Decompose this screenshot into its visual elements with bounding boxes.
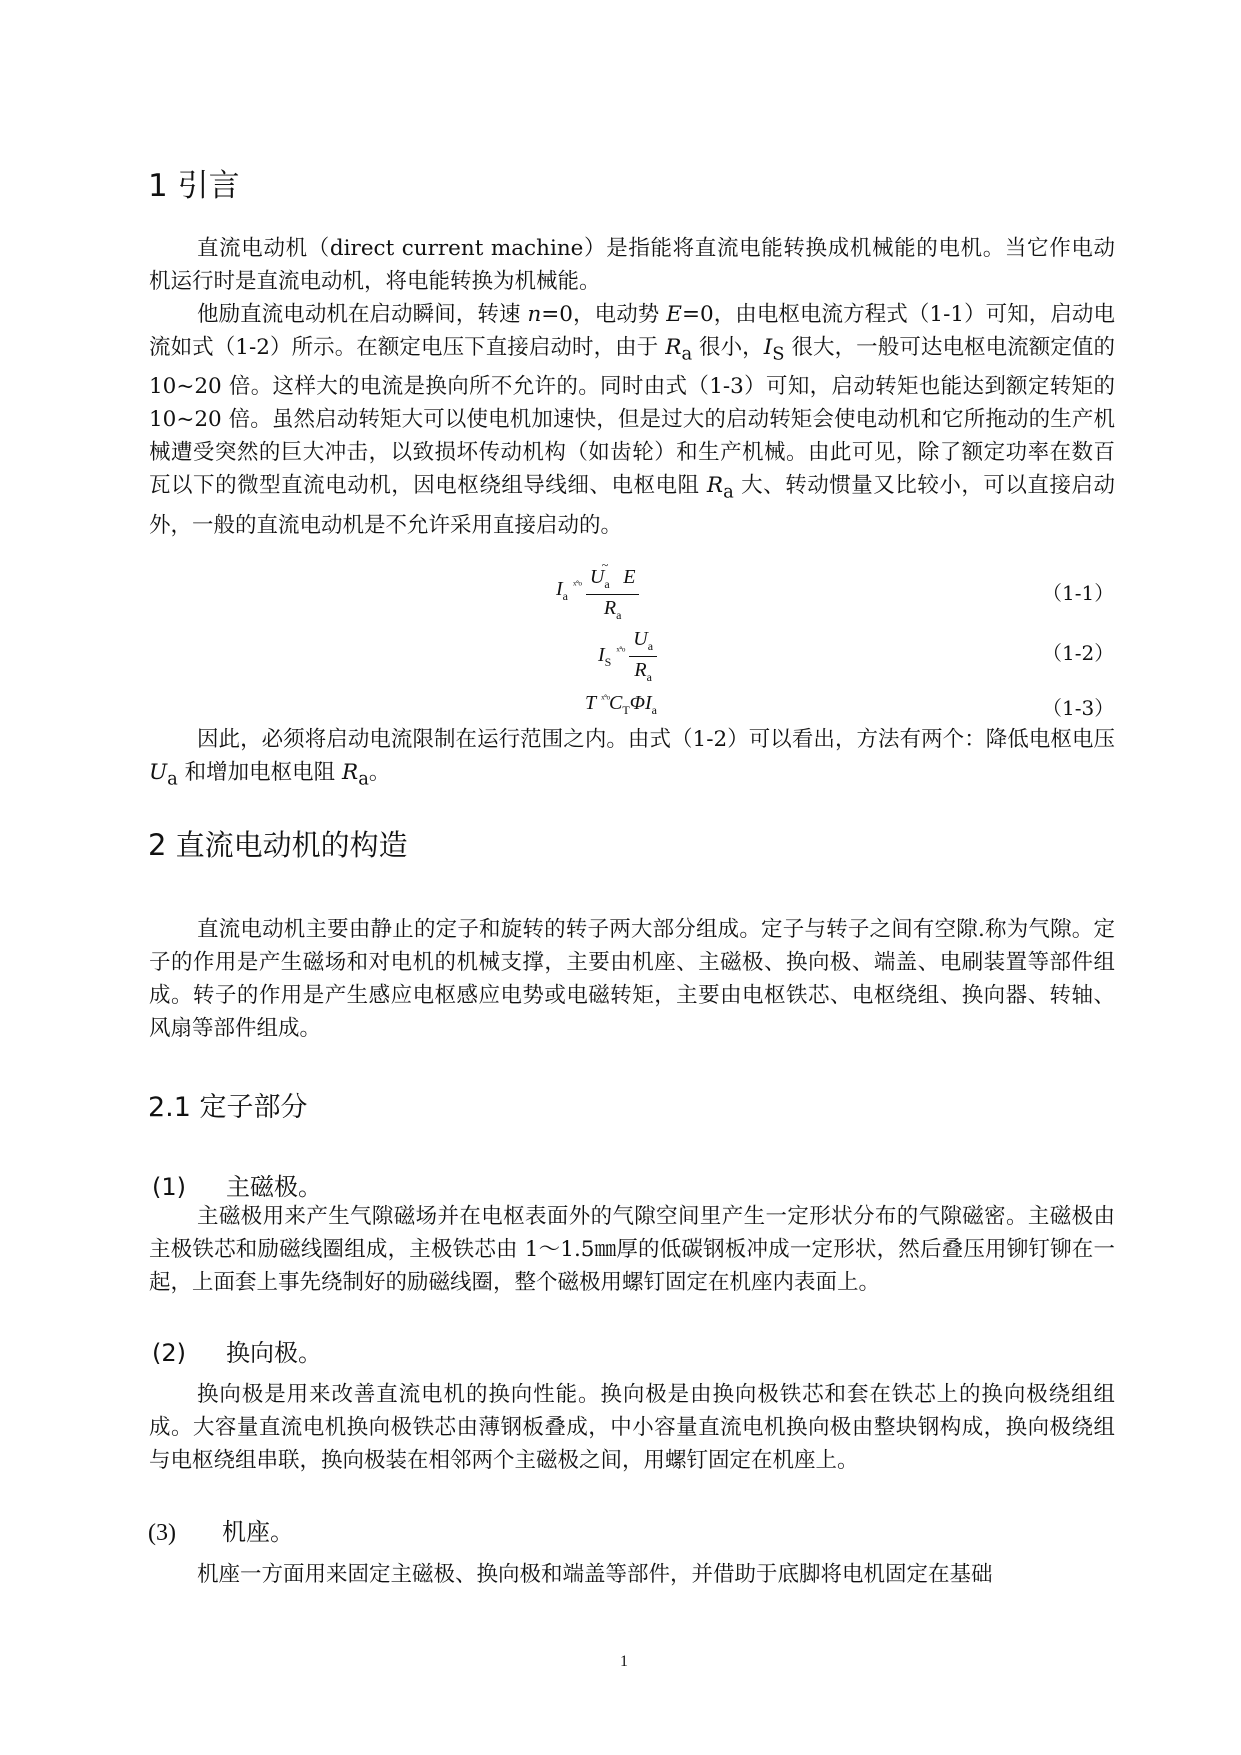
var-E: E — [666, 302, 682, 327]
paragraph-main-pole — [149, 1200, 1115, 1299]
var-R: R — [665, 335, 682, 360]
paragraph-limit — [149, 723, 1115, 795]
eq-lhs: I — [598, 644, 605, 667]
eq-lhs-sub: a — [562, 589, 568, 604]
eq-var-U: U — [633, 628, 648, 650]
paragraph-commutating-pole — [149, 1378, 1115, 1477]
equation-1-1 — [556, 558, 639, 623]
paragraph-structure — [149, 913, 1115, 1045]
eq-var-C-sub: T — [622, 703, 630, 717]
text-run: 很小， — [692, 335, 764, 360]
paragraph-frame-text: 机座一方面用来固定主磁极、换向极和端盖等部件，并借助于底脚将电机固定在基础 — [197, 1562, 993, 1587]
eq-numerator — [586, 558, 640, 595]
text-run: =0，由电枢电流方程式（1-1）可知，启动电流如式（1-2）所示。在额定电压下直接启动时，由于 — [149, 302, 1116, 360]
equation-number-1-3: （1-3） — [1042, 696, 1115, 720]
page-number: 1 — [620, 1653, 628, 1670]
list-item-number: (2) — [152, 1339, 186, 1367]
var-I: I — [763, 335, 773, 360]
section-2-heading: 2 直流电动机的构造 — [148, 828, 408, 862]
section-1-heading: 1 引言 — [148, 168, 240, 204]
eq-var-C: C — [609, 692, 623, 714]
text-run: 很大，一般可达电枢电流额定值的 10~20 倍。这样大的电流是换向所不允许的。同时由式（1-3）可知，启动转矩也能达到额定转矩的 10~20 倍。虽然启动转矩大可以使电机加速快，但是过大的启动转矩会使电动机和它所拖动的生产机械遭受突然的巨大冲击，以致损坏传动机构（如齿轮）和生产机械。由此可见，除了额定功率在数百瓦以下的微型直流电动机，因电枢绕组导线细、电枢电阻 — [149, 335, 1115, 499]
list-item-frame — [148, 1512, 294, 1547]
text-run: =0，电动势 — [541, 302, 667, 327]
eq-var-R: R — [603, 597, 617, 619]
list-item-label: 主磁极。 — [226, 1173, 322, 1201]
var-R-sub: a — [723, 481, 734, 503]
eq-fraction — [586, 558, 640, 623]
section-2-1-heading: 2.1 定子部分 — [148, 1092, 308, 1123]
equation-number-1-2: （1-2） — [1042, 641, 1115, 665]
eq-denominator — [586, 595, 640, 623]
eq-lhs: T — [585, 692, 597, 714]
text-run: 他励直流电动机在启动瞬间，转速 — [197, 302, 528, 327]
var-U: U — [149, 760, 168, 785]
equation-1-2 — [598, 628, 657, 685]
equation-1-3 — [585, 692, 657, 718]
list-item-commutating-pole — [152, 1333, 322, 1368]
list-item-number: (3) — [148, 1520, 176, 1546]
list-item-label: 换向极。 — [226, 1339, 322, 1367]
eq-numerator — [629, 628, 657, 657]
text-run: 大、转动惯量又比较小，可以直接启动外，一般的直流电动机是不允许采用直接启动的。 — [149, 473, 1115, 538]
paragraph-frame — [149, 1558, 1115, 1591]
eq-tilde: ~ — [601, 558, 609, 572]
paragraph-startup — [149, 298, 1115, 542]
eq-var-U-sub: a — [647, 639, 654, 653]
var-n: n — [527, 302, 542, 327]
paragraph-intro — [149, 232, 1115, 298]
var-I-sub: S — [772, 343, 785, 365]
paragraph-intro-text: 直流电动机（direct current machine）是指能将直流电能转换成机械能的电机。当它作电动机运行时是直流电动机，将电能转换为机械能。 — [149, 236, 1115, 294]
list-item-label: 机座。 — [222, 1518, 294, 1546]
var-U-sub: a — [167, 768, 178, 790]
eq-var-E: E — [623, 566, 636, 588]
paragraph-commutating-pole-text: 换向极是用来改善直流电机的换向性能。换向极是由换向极铁芯和套在铁芯上的换向极绕组组成。大容量直流电机换向极铁芯由薄钢板叠成，中小容量直流电机换向极由整块钢构成，换向极绕组与电枢绕组串联，换向极装在相邻两个主磁极之间，用螺钉固定在机座上。 — [149, 1382, 1115, 1473]
text-run: 和增加电枢电阻 — [177, 760, 342, 785]
paragraph-main-pole-text: 主磁极用来产生气隙磁场并在电枢表面外的气隙空间里产生一定形状分布的气隙磁密。主磁极由主极铁芯和励磁线圈组成，主极铁芯由 1～1.5㎜厚的低碳钢板冲成一定形状，然后叠压用铆钉铆在一起，上面套上事先绕制好的励磁线圈，整个磁极用螺钉固定在机座内表面上。 — [149, 1204, 1115, 1295]
eq-symbol: ˣ˚ᵒ — [616, 644, 625, 659]
paragraph-structure-text: 直流电动机主要由静止的定子和旋转的转子两大部分组成。定子与转子之间有空隙.称为气隙。定子的作用是产生磁场和对电机的机械支撑，主要由机座、主磁极、换向极、端盖、电刷装置等部件组成。转子的作用是产生感应电枢感应电势或电磁转矩，主要由电枢铁芯、电枢绕组、换向器、转轴、风扇等部件组成。 — [149, 917, 1115, 1041]
equation-number-1-1: （1-1） — [1042, 581, 1115, 605]
eq-lhs: I — [556, 578, 563, 601]
eq-var-phi: Φ — [629, 692, 645, 714]
list-item-number: (1) — [152, 1173, 186, 1201]
var-R-sub: a — [358, 768, 369, 790]
eq-var-U: U — [589, 566, 605, 588]
text-run: 。 — [368, 760, 391, 785]
var-R: R — [706, 473, 724, 499]
eq-symbol: ˣ˚ᵒ — [573, 578, 581, 593]
eq-var-I-sub: a — [651, 703, 657, 717]
eq-var-I: I — [644, 692, 652, 714]
eq-var-R-sub: a — [616, 608, 622, 622]
eq-symbol: ˣ˚ᵒ — [601, 692, 610, 706]
eq-denominator — [629, 657, 657, 685]
eq-var-R: R — [634, 659, 647, 681]
eq-fraction — [629, 628, 657, 685]
var-R: R — [341, 760, 359, 785]
eq-lhs-sub: S — [604, 655, 612, 670]
eq-var-U-sub: a — [604, 577, 610, 591]
eq-var-R-sub: a — [646, 670, 652, 684]
list-item-main-pole — [152, 1167, 322, 1202]
var-R-sub: a — [681, 343, 693, 365]
text-run: 因此，必须将启动电流限制在运行范围之内。由式（1-2）可以看出，方法有两个：降低电枢电压 — [197, 727, 1115, 752]
